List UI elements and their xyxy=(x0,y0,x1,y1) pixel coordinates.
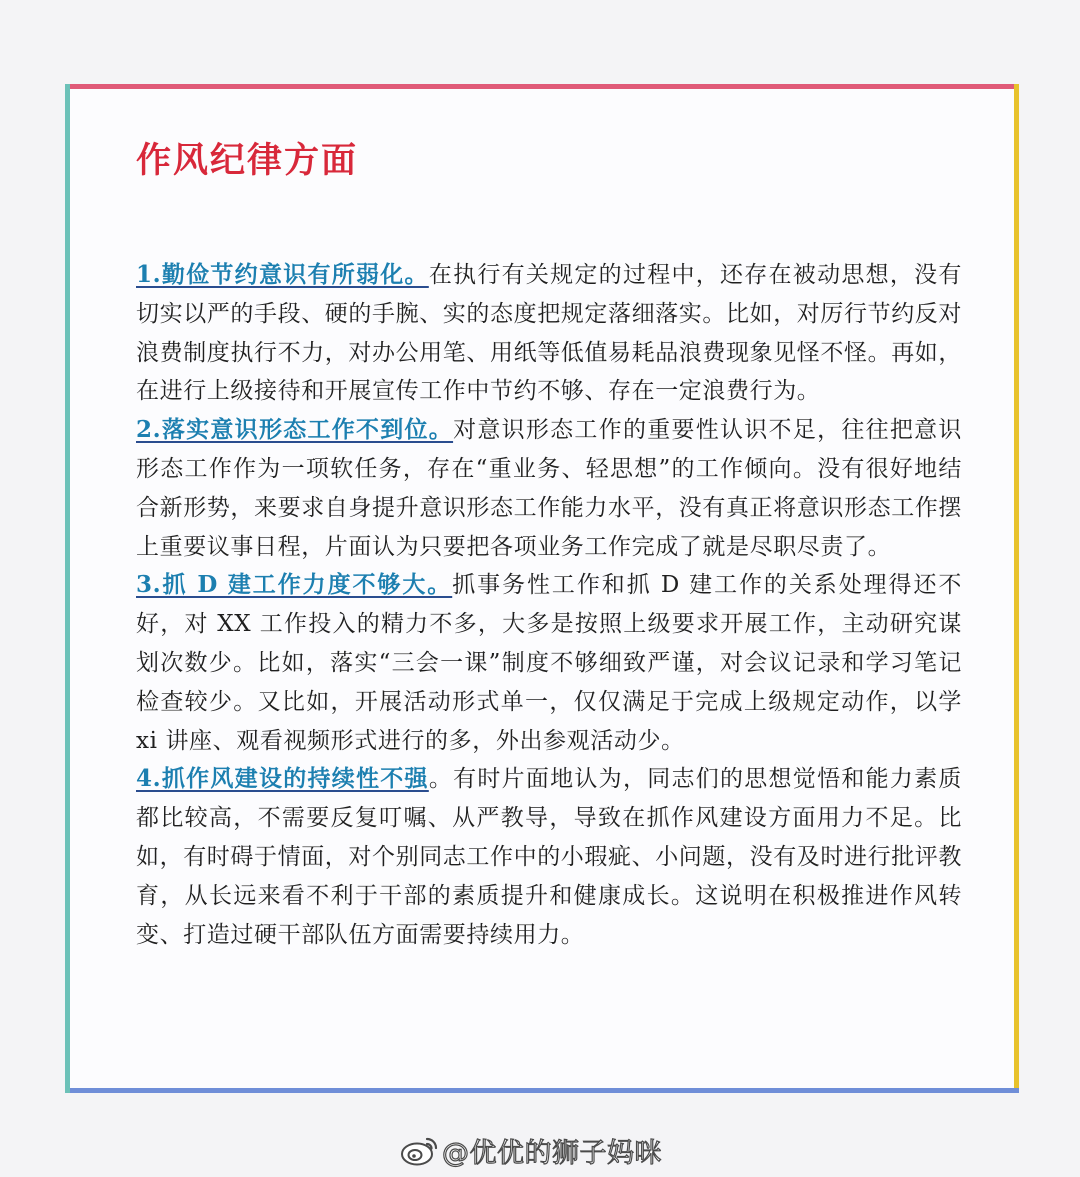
page-title: 作风纪律方面 xyxy=(136,141,359,181)
item-body: 抓事务性工作和抓 D 建工作的关系处理得还不好，对 XX 工作投入的精力不多，大多是按照上级要求开展工作，主动研究谋划次数少。比如，落实“三会一课”制度不够细致严谨，对会议记录和学习笔记检查较少。又比如，开展活动形式单一，仅仅满足于完成上级规定动作，以学 xi 讲座、观看视频形式进行的多，外出参观活动少。 xyxy=(136,572,962,754)
item-heading: 2.落实意识形态工作不到位。 xyxy=(136,416,454,444)
item-body: 对意识形态工作的重要性认识不足，往往把意识形态工作作为一项软任务，存在“重业务、轻思想”的工作倾向。没有很好地结合新形势，来要求自身提升意识形态工作能力水平，没有真正将意识形态工作摆上重要议事日程，片面认为只要把各项业务工作完成了就是尽职尽责了。 xyxy=(136,417,962,560)
list-item xyxy=(136,256,962,411)
item-heading: 1.勤俭节约意识有所弱化。 xyxy=(136,261,429,288)
item-body: 在执行有关规定的过程中，还存在被动思想，没有切实以严的手段、硬的手腕、实的态度把规定落细落实。比如，对厉行节约反对浪费制度执行不力，对办公用笔、用纸等低值易耗品浪费现象见怪不怪。再如，在进行上级接待和开展宣传工作中节约不够、存在一定浪费行为。 xyxy=(136,262,963,405)
watermark xyxy=(400,1130,662,1170)
weibo-icon xyxy=(400,1133,440,1167)
list-item xyxy=(136,760,962,954)
watermark-text: @优优的狮子妈咪 xyxy=(442,1137,662,1169)
card-border-right xyxy=(1014,84,1019,1093)
item-list xyxy=(136,256,962,954)
list-item xyxy=(136,411,962,566)
item-heading: 3.抓 D 建工作力度不够大。 xyxy=(136,571,453,599)
card-border-top xyxy=(65,84,1019,89)
item-body: 。有时片面地认为，同志们的思想觉悟和能力素质都比较高，不需要反复叮嘱、从严教导，导致在抓作风建设方面用力不足。比如，有时碍于情面，对个别同志工作中的小瑕疵、小问题，没有及时进行批评教育，从长远来看不利于干部的素质提升和健康成长。这说明在积极推进作风转变、打造过硬干部队伍方面需要持续用力。 xyxy=(136,766,963,948)
card-border-bottom xyxy=(65,1088,1019,1093)
content-card xyxy=(65,84,1019,1093)
item-heading: 4.抓作风建设的持续性不强 xyxy=(136,765,429,793)
list-item xyxy=(136,566,962,760)
card-border-left xyxy=(65,84,70,1093)
